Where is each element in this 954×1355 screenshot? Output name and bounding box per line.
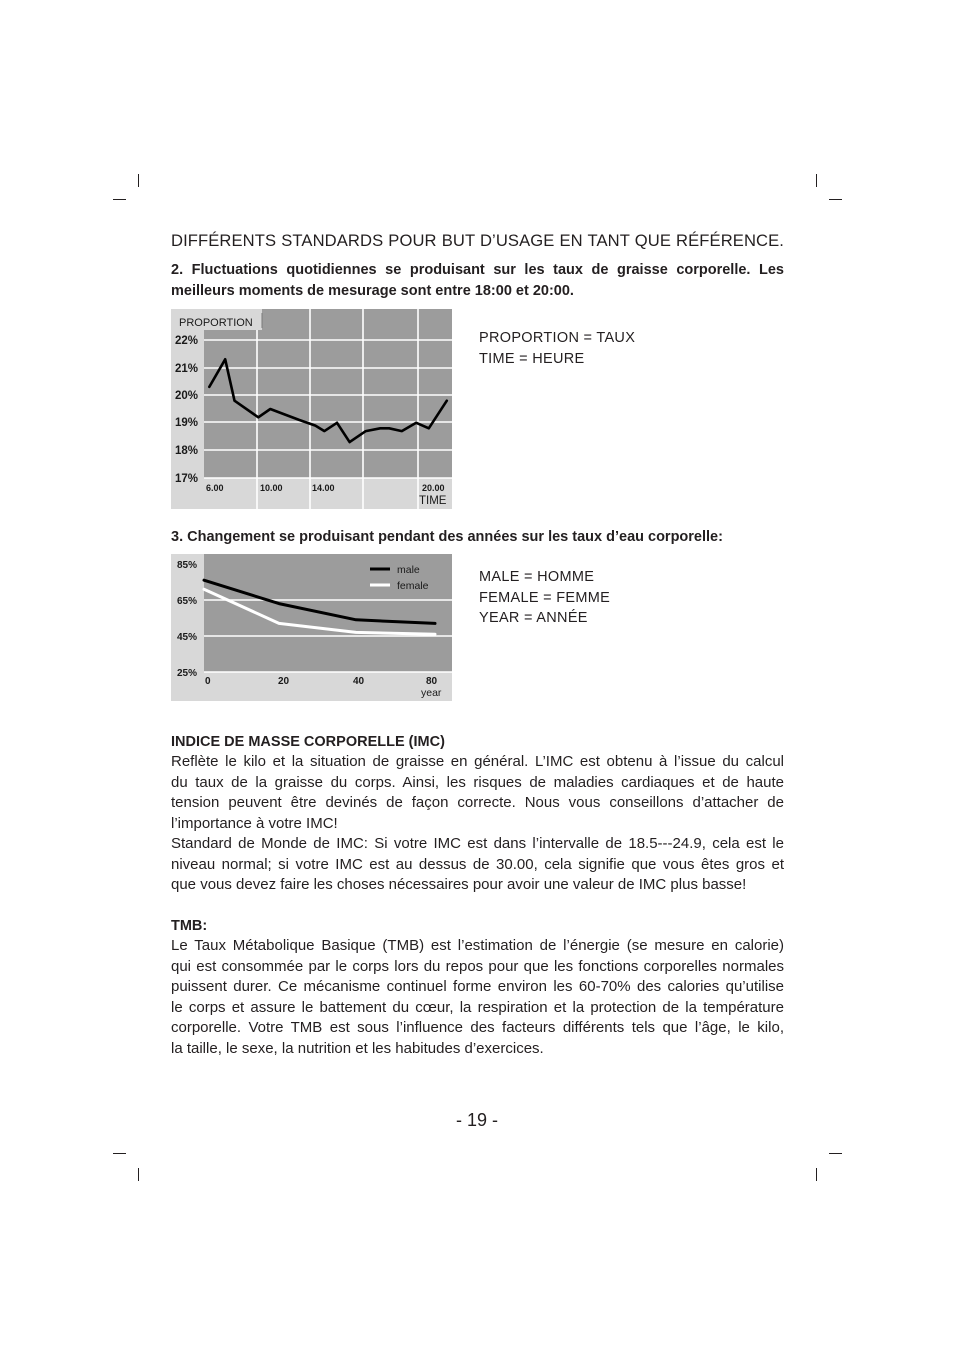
tmb-text-line: Le Taux Métabolique Basique (TMB) est l’estimation de l’énergie (se mesure en calorie) (171, 937, 784, 954)
tmb-heading: TMB: (171, 917, 208, 934)
y-tick-label: 17% (175, 473, 199, 485)
x-tick-label: 6.00 (206, 483, 224, 493)
crop-mark-bottom-left-horizontal (113, 1153, 126, 1154)
tmb-text-line: corporelle. Votre TMB est sous l’influence des facteurs différents tels que l’âge, le kilo, (171, 1019, 784, 1036)
y-tick-label: 25% (177, 668, 198, 679)
y-tick-label: 20% (175, 390, 199, 402)
chart-1-translations (479, 328, 635, 369)
y-tick-label: 45% (177, 632, 198, 643)
crop-mark-top-right-horizontal (829, 199, 842, 200)
section-2-heading (171, 260, 784, 302)
plot-area (204, 309, 452, 478)
x-tick-label: 10.00 (260, 483, 283, 493)
tmb-text-line: qui est consommée par le corps lors du repos pour que les fonctions corporelles normales (171, 957, 784, 975)
imc-text-line: Reflète le kilo et la situation de graisse en général. L’IMC est obtenu à l’issue du calcul (171, 753, 784, 770)
translation-line: FEMALE = FEMME (479, 589, 611, 606)
body-fat-fluctuation-chart (171, 309, 452, 509)
translation-line: PROPORTION = TAUX (479, 330, 636, 346)
imc-heading: INDICE DE MASSE CORPORELLE (IMC) (171, 733, 445, 750)
tmb-text-line: le corps et assure le battement du cœur, la respiration et la protection de la température (171, 998, 784, 1016)
x-tick-label: 20 (278, 676, 290, 687)
x-tick-label: 0 (205, 676, 211, 687)
tmb-text-line: puissent durer. Ce mécanisme continuel forme environ les 60-70% des calories qu’utilise (171, 978, 784, 995)
crop-mark-bottom-left-vertical (138, 1168, 139, 1181)
y-tick-label: 21% (175, 363, 199, 375)
crop-mark-bottom-right-vertical (816, 1168, 817, 1181)
x-axis-label: year (421, 687, 442, 699)
imc-text-line: que vous devez faire les choses nécessaires pour avoir une valeur de IMC plus basse! (171, 876, 747, 893)
x-axis-label: TIME (419, 495, 447, 507)
y-tick-label: 65% (177, 596, 198, 607)
x-tick-label: 20.00 (422, 483, 445, 493)
y-tick-label: 18% (175, 445, 199, 457)
tmb-paragraph (171, 936, 784, 1059)
y-tick-label: 22% (175, 335, 199, 347)
section-2-heading-line: meilleurs moments de mesurage sont entre 18:00 et 20:00. (171, 282, 574, 299)
tmb-heading-block (171, 916, 784, 937)
y-tick-label: 85% (177, 560, 198, 571)
crop-mark-top-left-horizontal (113, 199, 126, 200)
chart-2-translations (479, 567, 610, 629)
crop-mark-top-left-vertical (138, 174, 139, 187)
translation-line: YEAR = ANNÉE (479, 610, 588, 626)
page-title-block (171, 229, 784, 253)
page-number: - 19 - (455, 1110, 498, 1130)
legend-label-female: female (397, 580, 429, 592)
translation-line: TIME = HEURE (479, 350, 585, 367)
x-tick-label: 14.00 (312, 483, 335, 493)
translation-line: MALE = HOMME (479, 569, 595, 585)
body-water-chart (171, 554, 452, 701)
section-2-heading-line: 2. Fluctuations quotidiennes se produisant sur les taux de graisse corporelle. Les (171, 261, 784, 278)
x-tick-label: 80 (426, 676, 438, 687)
imc-text-line: niveau normal; si votre IMC est au dessus de 30.00, cela signifie que vous êtes gros et (171, 855, 784, 873)
x-tick-label: 40 (353, 676, 365, 687)
imc-paragraph (171, 752, 784, 896)
y-axis-label: PROPORTION (179, 317, 253, 329)
imc-text-line: tension peuvent être devinés de façon correcte. Nous vous conseillons d’attacher de (171, 794, 784, 811)
legend-label-male: male (397, 564, 420, 576)
section-3-heading-line: 3. Changement se produisant pendant des années sur les taux d’eau corporelle: (171, 528, 723, 545)
imc-text-line: du taux de la graisse du corps. Ainsi, les risques de maladies cardiaques et de haute (171, 773, 784, 791)
section-3-heading (171, 527, 784, 548)
page-title: DIFFÉRENTS STANDARDS POUR BUT D’USAGE EN TANT QUE RÉFÉRENCE. (171, 231, 784, 250)
y-tick-label: 19% (175, 417, 199, 429)
crop-mark-bottom-right-horizontal (829, 1153, 842, 1154)
crop-mark-top-right-vertical (816, 174, 817, 187)
imc-text-line: l’importance à votre IMC! (171, 814, 338, 832)
imc-heading-block (171, 732, 784, 753)
imc-text-line: Standard de Monde de IMC: Si votre IMC est dans l’intervalle de 18.5---24.9, cela est le (171, 835, 784, 852)
tmb-text-line: la taille, le sexe, la nutrition et les habitudes d’exercices. (171, 1039, 544, 1057)
